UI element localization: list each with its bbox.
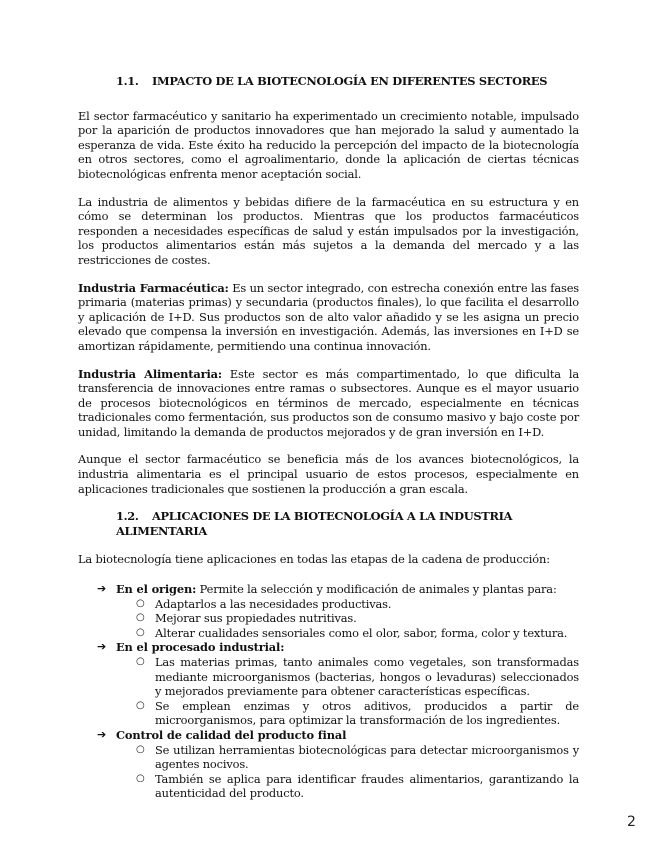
list-item	[78, 640, 579, 728]
section-heading-1-2	[78, 509, 579, 538]
section-number: 1.2.	[116, 509, 139, 524]
paragraph: Aunque el sector farmacéutico se beneficia más de los avances biotecnológicos, la industria alimentaria es el principal usuario de estos procesos, especialmente en aplicaciones tradicionales que sostienen la producción a gran escala.	[78, 452, 579, 496]
section-heading-1-1	[78, 74, 579, 89]
paragraph	[78, 281, 579, 354]
applications-list	[78, 582, 579, 801]
arrow-right-icon: ➔	[97, 640, 107, 654]
arrow-right-icon: ➔	[97, 727, 107, 741]
term-label: Industria Farmacéutica:	[78, 280, 229, 295]
hollow-circle-icon: ○	[136, 612, 145, 624]
hollow-circle-icon: ○	[136, 772, 145, 784]
sub-list-item-text: Las materias primas, tanto animales como vegetales, son transformadas mediante microorganismos (bacterias, hongos o levaduras) seleccionados y mejorados previamente para obtener características específicas.	[155, 655, 579, 699]
sub-list-item-text: Adaptarlos a las necesidades productivas.	[155, 596, 392, 611]
page-content	[78, 70, 579, 801]
sub-list-item-text: Se emplean enzimas y otros aditivos, producidos a partir de microorganismos, para optimizar la transformación de los ingredientes.	[155, 698, 579, 728]
list-item-lead: Control de calidad del producto final	[116, 727, 347, 742]
paragraph-text: Es un sector integrado, con estrecha conexión entre las fases primaria (materias primas) y secundaria (productos finales), lo que facilita el desarrollo y aplicación de I+D. Sus productos son de alto valor añadido y se les asigna un precio elevado que compensa la inversión en investigación. Además, las inversiones en I+D se amortizan rápidamente, permitiendo una continua innovación.	[78, 280, 579, 353]
section-title: APLICACIONES DE LA BIOTECNOLOGÍA A LA INDUSTRIA ALIMENTARIA	[116, 509, 513, 538]
list-item	[78, 728, 579, 801]
section-number: 1.1.	[116, 74, 139, 88]
sub-list-item	[78, 626, 579, 641]
hollow-circle-icon: ○	[136, 597, 145, 609]
sub-list-item	[78, 743, 579, 772]
section-title: IMPACTO DE LA BIOTECNOLOGÍA EN DIFERENTES SECTORES	[152, 74, 548, 88]
arrow-right-icon: ➔	[97, 582, 107, 596]
sub-list-item	[78, 655, 579, 699]
hollow-circle-icon: ○	[136, 656, 145, 667]
sub-list	[116, 655, 579, 728]
term-label: Industria Alimentaria:	[78, 366, 222, 381]
hollow-circle-icon: ○	[136, 626, 145, 638]
sub-list-item	[78, 597, 579, 612]
sub-list-item-text: Se utilizan herramientas biotecnológicas para detectar microorganismos y agentes nocivos.	[155, 742, 579, 772]
paragraph: El sector farmacéutico y sanitario ha experimentado un crecimiento notable, impulsado por la aparición de productos innovadores que han mejorado la salud y aumentado la esperanza de vida. Este éxito ha reducido la percepción del impacto de la biotecnología en otros sectores, como el agroalimentario, donde la aplicación de ciertas técnicas biotecnológicas enfrenta menor aceptación social.	[78, 108, 579, 181]
sub-list-item-text: Alterar cualidades sensoriales como el olor, sabor, forma, color y textura.	[155, 625, 568, 640]
hollow-circle-icon: ○	[136, 743, 145, 755]
paragraph: La biotecnología tiene aplicaciones en todas las etapas de la cadena de producción:	[78, 552, 550, 567]
paragraph-text: Este sector es más compartimentado, lo que dificulta la transferencia de innovaciones entre ramas o subsectores. Aunque es el mayor usuario de procesos biotecnológicos en términos de mercado, especialmente en técnicas tradicionales como fermentación, sus productos son de consumo masivo y bajo coste por unidad, limitando la demanda de productos mejorados y de gran inversión en I+D.	[78, 366, 579, 439]
hollow-circle-icon: ○	[136, 699, 145, 711]
sub-list-item-text: Mejorar sus propiedades nutritivas.	[155, 611, 357, 626]
sub-list-item-text: También se aplica para identificar fraudes alimentarios, garantizando la autenticidad del producto.	[155, 771, 579, 801]
paragraph	[78, 367, 579, 440]
paragraph: La industria de alimentos y bebidas difiere de la farmacéutica en su estructura y en cómo se determinan los productos. Mientras que los productos farmacéuticos responden a necesidades específicas de salud y están impulsados por la investigación, los productos alimentarios están más sujetos a la demanda del mercado y a las restricciones de costes.	[78, 194, 579, 267]
list-item-lead: En el origen:	[116, 582, 197, 597]
sub-list-item	[78, 699, 579, 728]
sub-list-item	[78, 772, 579, 801]
list-item-text: Permite la selección y modificación de animales y plantas para:	[196, 582, 557, 597]
list-item-lead: En el procesado industrial:	[116, 640, 285, 655]
sub-list	[116, 743, 579, 801]
sub-list-item	[78, 611, 579, 626]
list-item	[78, 582, 579, 640]
sub-list	[116, 597, 579, 641]
page-number: 2	[627, 814, 636, 830]
